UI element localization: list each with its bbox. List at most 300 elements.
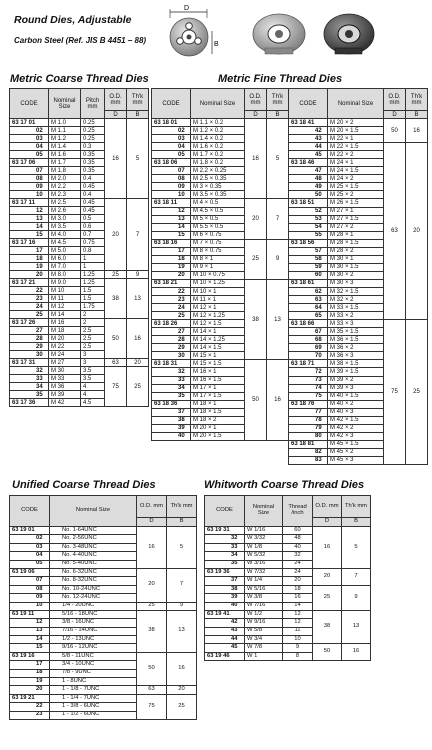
nominal-size: M 12 × 1.25 (191, 312, 245, 320)
nominal-size: M 20 (49, 335, 81, 343)
thickness: 16 (267, 360, 289, 440)
code-suffix: 07 (36, 577, 43, 584)
pitch: 0.5 (81, 215, 105, 223)
nominal-size: M 36 × 2 (328, 344, 384, 352)
code-suffix: 54 (315, 224, 322, 231)
nominal-size: M 20 × 1 (191, 424, 245, 432)
code-suffix: 28 (178, 336, 185, 343)
code-cell (289, 191, 328, 199)
nominal-size: W 1/16 (245, 527, 283, 535)
nominal-size: M 14 × 1.25 (191, 336, 245, 344)
nominal-size: W 7/8 (245, 644, 283, 652)
nominal-size: 5/16 - 18UNC (50, 610, 137, 618)
thickness: 13 (342, 610, 371, 644)
nominal-size: W 3/4 (245, 636, 283, 644)
thickness: 13 (267, 279, 289, 359)
code-cell (10, 602, 50, 610)
thickness: 20 (406, 143, 428, 320)
col-d-left: D (245, 111, 267, 119)
col-od-right: O.D. mm (384, 89, 406, 111)
thickness: 7 (127, 199, 149, 271)
thickness: 16 (167, 652, 197, 686)
code-cell (289, 167, 328, 175)
nominal-size: M 22 (49, 343, 81, 351)
code-suffix: 03 (36, 543, 43, 550)
code-cell (152, 223, 191, 231)
table-row (10, 568, 197, 576)
nominal-size: M 1.1 × 0.2 (191, 119, 245, 127)
nominal-size: M 18 × 2 (191, 416, 245, 424)
col-code-right: CODE (289, 89, 328, 119)
threads-per-inch: 24 (283, 560, 313, 568)
outer-diameter: 63 (137, 686, 167, 694)
nominal-size: M 5 × 0.5 (191, 215, 245, 223)
nominal-size: M 16 × 1.5 (191, 376, 245, 384)
nominal-size: M 27 (49, 359, 81, 367)
nominal-size: M 12 (49, 303, 81, 311)
code-cell (10, 391, 49, 399)
nominal-size: M 8.0 (49, 271, 81, 279)
code-cell (289, 287, 328, 295)
nominal-size: No. 8-32UNC (50, 577, 137, 585)
nominal-size: M 28 × 1 (328, 231, 384, 239)
pitch: 1.25 (81, 271, 105, 279)
metric-fine-table (151, 88, 428, 465)
table-row (10, 359, 149, 367)
nominal-size: M 16 × 1 (191, 368, 245, 376)
threads-per-inch: 11 (283, 627, 313, 635)
nominal-size: M 32 × 1.5 (328, 287, 384, 295)
code-suffix: 20 (178, 272, 185, 279)
code-suffix: 40 (231, 602, 238, 609)
whitworth-coarse-table (204, 495, 371, 661)
nominal-size: M 8 × 1 (191, 255, 245, 263)
code-cell (289, 352, 328, 360)
threads-per-inch: 60 (283, 527, 313, 535)
nominal-size: W 7/32 (245, 568, 283, 576)
nominal-size: M 22 × 1 (328, 135, 384, 143)
table-row (10, 279, 149, 287)
nominal-size: M 40 × 3 (328, 408, 384, 416)
nominal-size: M 14 × 1.5 (191, 344, 245, 352)
code-suffix: 32 (231, 535, 238, 542)
code-suffix: 67 (315, 328, 322, 335)
code-cell (289, 296, 328, 304)
threads-per-inch: 8 (283, 652, 313, 660)
thickness: 5 (267, 119, 289, 199)
nominal-size: M 42 × 1.5 (328, 416, 384, 424)
code-cell (152, 207, 191, 215)
threads-per-inch: 32 (283, 552, 313, 560)
outer-diameter: 20 (245, 199, 267, 239)
nominal-size: M 2.0 (49, 175, 81, 183)
dim-b-label: B (214, 41, 219, 48)
thickness: 20 (167, 686, 197, 694)
code-cell (10, 367, 49, 375)
code-cell (10, 627, 50, 635)
nominal-size: M 36 (49, 383, 81, 391)
unified-coarse-table (9, 495, 197, 720)
thickness: 7 (342, 568, 371, 585)
nominal-size: No. 6-32UNC (50, 568, 137, 576)
code-cell (289, 207, 328, 215)
code-suffix: 04 (36, 551, 43, 558)
outer-diameter: 75 (137, 694, 167, 719)
code-suffix: 42 (315, 127, 322, 134)
code-suffix: 75 (315, 393, 322, 400)
thickness: 16 (406, 119, 428, 143)
code-suffix: 35 (178, 393, 185, 400)
code-suffix: 24 (178, 304, 185, 311)
code-suffix: 22 (36, 287, 43, 294)
nominal-size: M 18 × 1 (191, 400, 245, 408)
code-cell (289, 223, 328, 231)
col-nominal-size: Nominal Size (49, 89, 81, 119)
code-suffix: 50 (315, 191, 322, 198)
code-cell (152, 336, 191, 344)
code-cell (152, 215, 191, 223)
col-thickness: Th'k mm (342, 496, 371, 518)
threads-per-inch: 14 (283, 602, 313, 610)
code-cell (289, 247, 328, 255)
code-cell (152, 352, 191, 360)
code-cell (152, 135, 191, 143)
code-suffix: 03 (36, 135, 43, 142)
code-cell (10, 255, 49, 263)
code-suffix: 69 (315, 344, 322, 351)
code-prefix: 63 17 01 (12, 119, 36, 126)
col-code-left: CODE (152, 89, 191, 119)
nominal-size: M 17 × 1.5 (191, 392, 245, 400)
code-suffix: 17 (36, 661, 43, 668)
code-suffix: 14 (36, 635, 43, 642)
code-cell (10, 644, 50, 652)
code-cell (152, 183, 191, 191)
nominal-size: M 10 (49, 287, 81, 295)
code-cell (289, 127, 328, 135)
nominal-size: M 1.8 (49, 167, 81, 175)
nominal-size: No. 1-64UNC (50, 527, 137, 535)
nominal-size: M 1.2 (49, 135, 81, 143)
code-cell (289, 304, 328, 312)
code-suffix: 73 (315, 377, 322, 384)
col-b: B (167, 518, 197, 527)
pitch: 0.35 (81, 159, 105, 167)
nominal-size: No. 12-24UNC (50, 594, 137, 602)
nominal-size: M 20 × 2 (328, 119, 384, 127)
nominal-size: M 39 (49, 391, 81, 399)
thickness: 16 (127, 319, 149, 359)
code-suffix: 27 (36, 327, 43, 334)
col-b: B (342, 518, 371, 527)
table-row (205, 585, 371, 593)
code-cell (10, 359, 49, 367)
nominal-size: M 2.3 (49, 191, 81, 199)
nominal-size: 9/16 - 12UNC (50, 644, 137, 652)
code-prefix: 63 18 41 (291, 119, 315, 126)
code-suffix: 45 (231, 644, 238, 651)
code-suffix: 47 (315, 167, 322, 174)
code-suffix: 60 (315, 272, 322, 279)
code-suffix: 37 (178, 409, 185, 416)
code-cell (10, 594, 50, 602)
code-suffix: 09 (36, 593, 43, 600)
nominal-size: 1 - 1/8 - 7UNC (50, 686, 137, 694)
thickness: 25 (127, 367, 149, 407)
nominal-size: W 9/16 (245, 619, 283, 627)
nominal-size: M 3.5 (49, 223, 81, 231)
code-cell (10, 231, 49, 239)
code-cell (10, 327, 49, 335)
code-suffix: 03 (178, 135, 185, 142)
nominal-size: M 36 × 1.5 (328, 336, 384, 344)
code-cell (10, 199, 49, 207)
code-cell (289, 263, 328, 271)
code-cell (205, 552, 245, 560)
table-row (205, 610, 371, 618)
code-suffix: 20 (36, 271, 43, 278)
thickness: 9 (342, 585, 371, 610)
col-od-left: O.D. mm (245, 89, 267, 111)
code-cell (10, 619, 50, 627)
code-cell (10, 543, 50, 551)
whitworth-coarse-title: Whitworth Coarse Thread Dies (204, 479, 365, 491)
code-cell (10, 191, 49, 199)
outer-diameter: 20 (105, 199, 127, 271)
page-subtitle: Carbon Steel (Ref. JIS B 4451 – 88) (14, 36, 147, 45)
nominal-size: M 8 × 0.75 (191, 247, 245, 255)
code-suffix: 42 (231, 619, 238, 626)
nominal-size: M 25 × 1.5 (328, 183, 384, 191)
code-suffix: 15 (36, 644, 43, 651)
code-suffix: 79 (315, 425, 322, 432)
nominal-size: M 30 (49, 367, 81, 375)
code-suffix: 23 (36, 295, 43, 302)
nominal-size: W 1 (245, 652, 283, 660)
col-od: O.D. mm (137, 496, 167, 518)
code-suffix: 29 (178, 344, 185, 351)
code-suffix: 80 (315, 433, 322, 440)
code-suffix: 18 (36, 669, 43, 676)
code-suffix: 09 (36, 183, 43, 190)
code-cell (10, 661, 50, 669)
outer-diameter: 25 (105, 271, 127, 279)
col-code: CODE (10, 89, 49, 119)
code-cell (10, 175, 49, 183)
dim-d-label: D (184, 5, 190, 12)
nominal-size: M 1.4 × 0.2 (191, 135, 245, 143)
code-suffix: 33 (231, 543, 238, 550)
nominal-size: M 7.0 (49, 263, 81, 271)
table-row (10, 119, 149, 127)
code-cell (152, 328, 191, 336)
code-suffix: 09 (178, 183, 185, 190)
nominal-size: M 2.5 × 0.35 (191, 175, 245, 183)
code-cell (152, 384, 191, 392)
code-cell (205, 644, 245, 652)
code-cell (289, 432, 328, 440)
nominal-size: M 27 × 1 (328, 207, 384, 215)
col-code: CODE (10, 496, 50, 527)
nominal-size: M 1.7 × 0.2 (191, 151, 245, 159)
col-od: O.D. mm (313, 496, 342, 518)
outer-diameter: 25 (245, 239, 267, 279)
nominal-size: M 15 × 1.5 (191, 360, 245, 368)
nominal-size: M 40 × 1.5 (328, 392, 384, 400)
code-suffix: 53 (315, 216, 322, 223)
nominal-size: M 11 (49, 295, 81, 303)
code-prefix: 63 18 81 (291, 441, 315, 448)
pitch: 0.35 (81, 167, 105, 175)
col-b-right: B (406, 111, 428, 119)
nominal-size: M 6.0 (49, 255, 81, 263)
code-suffix: 04 (36, 143, 43, 150)
code-suffix: 63 (315, 296, 322, 303)
threads-per-inch: 16 (283, 594, 313, 602)
nominal-size: M 16 (49, 319, 81, 327)
code-prefix: 63 19 01 (12, 526, 35, 533)
code-cell (289, 336, 328, 344)
code-suffix: 27 (178, 328, 185, 335)
code-cell (152, 368, 191, 376)
nominal-size: W 3/8 (245, 594, 283, 602)
thickness: 13 (167, 610, 197, 652)
metric-coarse-table (9, 88, 149, 407)
nominal-size: M 1.8 × 0.2 (191, 159, 245, 167)
code-cell (289, 231, 328, 239)
code-cell (289, 448, 328, 456)
code-suffix: 19 (178, 264, 185, 271)
code-prefix: 63 18 61 (291, 280, 315, 287)
code-cell (289, 440, 328, 448)
code-cell (10, 159, 49, 167)
code-cell (205, 585, 245, 593)
nominal-size: M 30 × 1 (328, 255, 384, 263)
nominal-size: M 30 × 3 (328, 279, 384, 287)
code-cell (152, 191, 191, 199)
code-suffix: 14 (178, 224, 185, 231)
code-cell (10, 207, 49, 215)
nominal-size: M 18 (49, 327, 81, 335)
pitch: 0.75 (81, 239, 105, 247)
code-cell (205, 568, 245, 576)
nominal-size: M 42 × 3 (328, 432, 384, 440)
col-d: D (313, 518, 342, 527)
code-suffix: 08 (178, 175, 185, 182)
die-dark-icon (324, 14, 374, 54)
code-prefix: 63 17 21 (12, 279, 36, 286)
nominal-size: M 27 × 1.5 (328, 215, 384, 223)
nominal-size: M 5.0 (49, 247, 81, 255)
table-row (10, 610, 197, 618)
code-cell (10, 610, 50, 618)
nominal-size: M 7 × 0.75 (191, 239, 245, 247)
code-cell (10, 119, 49, 127)
pitch: 2 (81, 311, 105, 319)
code-cell (289, 135, 328, 143)
col-b-left: B (267, 111, 289, 119)
code-prefix: 63 19 11 (12, 610, 35, 617)
nominal-size: W 3/16 (245, 560, 283, 568)
code-cell (152, 239, 191, 247)
code-suffix: 43 (315, 135, 322, 142)
code-suffix: 70 (315, 352, 322, 359)
code-cell (289, 328, 328, 336)
code-suffix: 34 (231, 551, 238, 558)
nominal-size: 1/2 - 13UNC (50, 636, 137, 644)
nominal-size: M 1.6 × 0.2 (191, 143, 245, 151)
code-suffix: 08 (36, 585, 43, 592)
thickness: 9 (267, 239, 289, 279)
code-suffix: 08 (36, 175, 43, 182)
nominal-size: W 3/32 (245, 535, 283, 543)
code-suffix: 25 (178, 312, 185, 319)
code-cell (205, 543, 245, 551)
nominal-size: M 1.2 × 0.2 (191, 127, 245, 135)
code-cell (289, 271, 328, 279)
outer-diameter: 38 (105, 279, 127, 319)
table-row (10, 271, 149, 279)
code-suffix: 44 (315, 143, 322, 150)
nominal-size: M 4.5 × 0.5 (191, 207, 245, 215)
code-cell (152, 199, 191, 207)
code-suffix: 10 (36, 602, 43, 609)
outer-diameter: 50 (245, 360, 267, 440)
code-cell (289, 408, 328, 416)
code-cell (10, 686, 50, 694)
code-suffix: 07 (178, 167, 185, 174)
thickness: 7 (167, 568, 197, 602)
nominal-size: 5/8 - 11UNC (50, 652, 137, 660)
pitch: 1.75 (81, 303, 105, 311)
code-cell (152, 167, 191, 175)
code-suffix: 52 (315, 208, 322, 215)
code-suffix: 32 (178, 368, 185, 375)
code-cell (289, 392, 328, 400)
table-row (152, 119, 428, 127)
pitch: 4 (81, 391, 105, 399)
code-cell (289, 344, 328, 352)
outer-diameter: 20 (313, 568, 342, 585)
code-suffix: 04 (178, 143, 185, 150)
code-cell (152, 255, 191, 263)
nominal-size: M 33 × 1.5 (328, 304, 384, 312)
nominal-size: M 36 × 3 (328, 352, 384, 360)
code-suffix: 05 (178, 151, 185, 158)
code-suffix: 43 (231, 627, 238, 634)
col-od: O.D. mm (105, 89, 127, 111)
code-suffix: 68 (315, 336, 322, 343)
code-cell (289, 384, 328, 392)
code-cell (289, 376, 328, 384)
code-cell (152, 424, 191, 432)
nominal-size: M 28 × 1.5 (328, 239, 384, 247)
code-suffix: 77 (315, 409, 322, 416)
nominal-size: M 11 × 1 (191, 296, 245, 304)
code-cell (205, 577, 245, 585)
outer-diameter: 63 (105, 359, 127, 367)
table-row (205, 568, 371, 576)
code-cell (10, 527, 50, 535)
nominal-size: M 12 × 1 (191, 304, 245, 312)
pitch: 0.45 (81, 183, 105, 191)
thickness: 25 (167, 694, 197, 719)
code-suffix: 33 (178, 377, 185, 384)
outer-diameter: 16 (313, 527, 342, 569)
code-prefix: 63 17 31 (12, 359, 36, 366)
outer-diameter: 50 (384, 119, 406, 143)
metric-coarse-title: Metric Coarse Thread Dies (10, 73, 149, 85)
